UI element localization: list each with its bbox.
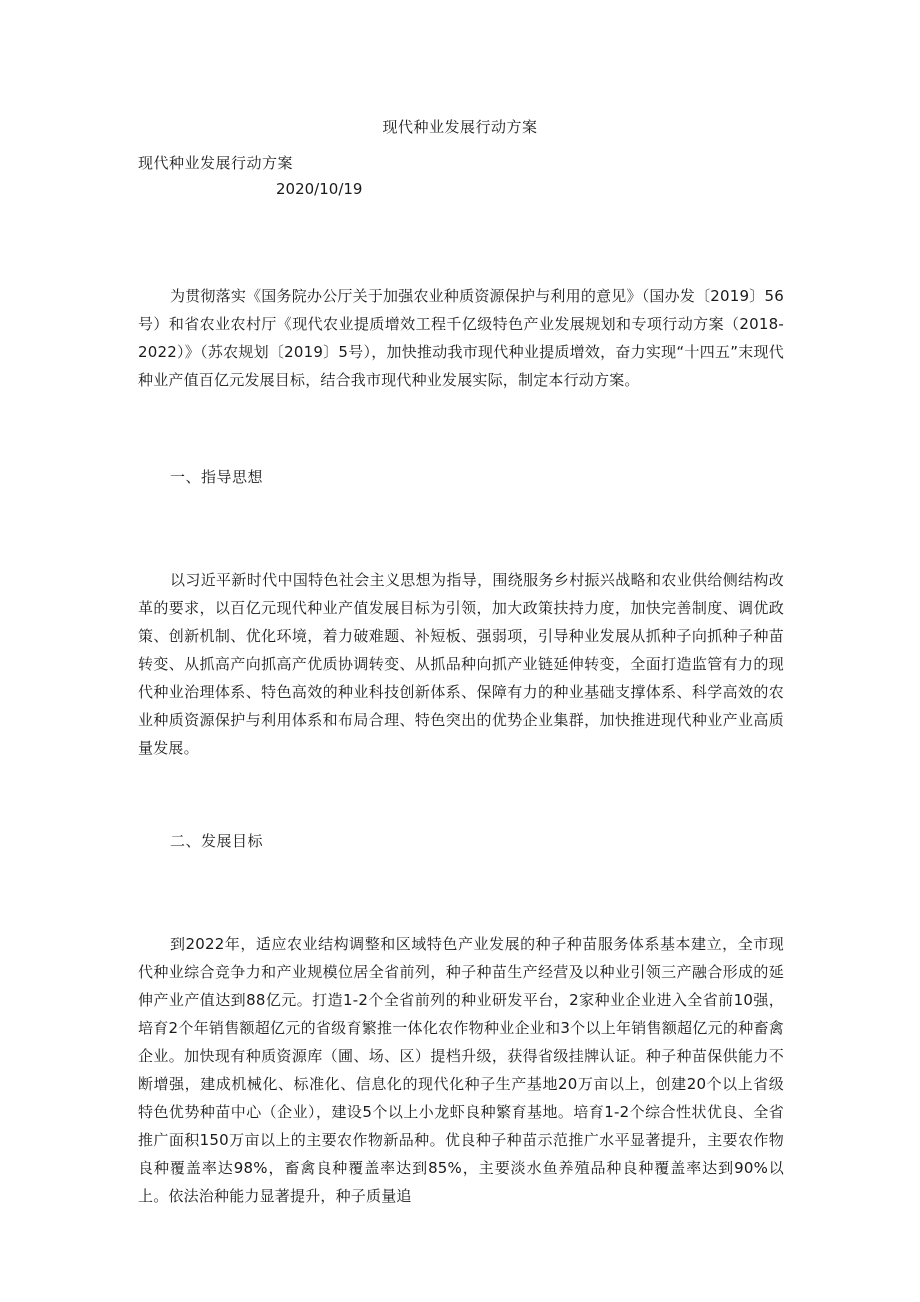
intro-paragraph: 为贯彻落实《国务院办公厅关于加强农业种质资源保护与利用的意见》（国办发〔2019〕56号）和省农业农村厅《现代农业提质增效工程千亿级特色产业发展规划和专项行动方案（2018-2022）》（苏农规划〔2019〕5号），加快推动我市现代种业提质增效，奋力实现“十四五”末现代种业产值百亿元发展目标，结合我市现代种业发展实际，制定本行动方案。 [138, 287, 784, 389]
document-date: 2020/10/19 [276, 180, 363, 198]
guiding-thought-paragraph: 以习近平新时代中国特色社会主义思想为指导，围绕服务乡村振兴战略和农业供给侧结构改革的要求，以百亿元现代种业产值发展目标为引领，加大政策扶持力度，加快完善制度、调优政策、创新机制、优化环境，着力破难题、补短板、强弱项，引导种业发展从抓种子向抓种子种苗转变、从抓高产向抓高产优质协调转变、从抓品种向抓产业链延伸转变，全面打造监管有力的现代种业治理体系、特色高效的种业科技创新体系、保障有力的种业基础支撑体系、科学高效的农业种质资源保护与利用体系和布局合理、特色突出的优势企业集群，加快推进现代种业产业高质量发展。 [138, 571, 784, 757]
section-heading-goals: 二、发展目标 [170, 832, 264, 850]
document-title: 现代种业发展行动方案 [382, 118, 538, 136]
goals-paragraph: 到2022年，适应农业结构调整和区域特色产业发展的种子种苗服务体系基本建立，全市现代种业综合竞争力和产业规模位居全省前列，种子种苗生产经营及以种业引领三产融合形成的延伸产业产值达到88亿元。打造1-2个全省前列的种业研发平台，2家种业企业进入全省前10强，培育2个年销售额超亿元的省级育繁推一体化农作物种业企业和3个以上年销售额超亿元的种畜禽企业。加快现有种质资源库（圃、场、区）提档升级，获得省级挂牌认证。种子种苗保供能力不断增强，建成机械化、标准化、信息化的现代化种子生产基地20万亩以上，创建20个以上省级特色优势种苗中心（企业），建设5个以上小龙虾良种繁育基地。培育1-2个综合性状优良、全省推广面积150万亩以上的主要农作物新品种。优良种子种苗示范推广水平显著提升，主要农作物良种覆盖率达98%，畜禽良种覆盖率达到85%，主要淡水鱼养殖品种良种覆盖率达到90%以上。依法治种能力显著提升，种子质量追 [138, 935, 784, 1205]
document-subtitle: 现代种业发展行动方案 [138, 154, 294, 172]
section-heading-guiding-thought: 一、指导思想 [170, 468, 264, 486]
